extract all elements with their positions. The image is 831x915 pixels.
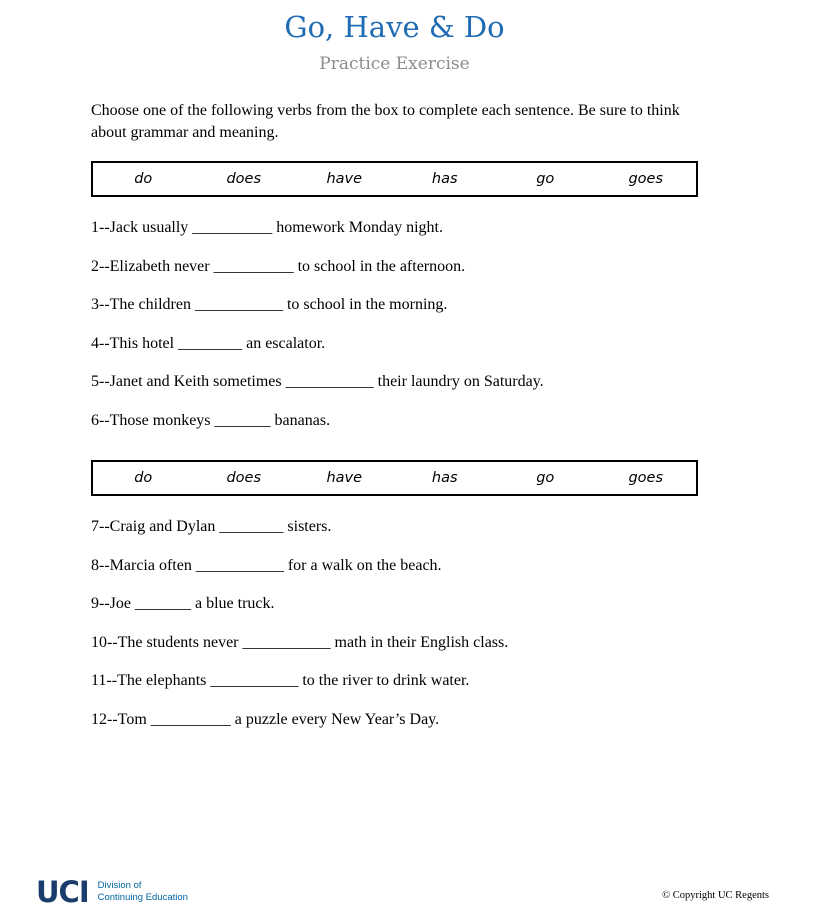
sentence-4: 4--This hotel ________ an escalator. (91, 334, 326, 352)
sentence-2: 2--Elizabeth never __________ to school in the afternoon. (91, 257, 466, 275)
verb-box-1 (91, 161, 698, 197)
sentence-8: 8--Marcia often ___________ for a walk on the beach. (91, 556, 442, 574)
sentence-9: 9--Joe _______ a blue truck. (91, 595, 275, 613)
sentence-11: 11--The elephants ___________ to the river to drink water. (91, 672, 470, 690)
verb-option: have (326, 470, 363, 487)
verb-option: go (536, 470, 555, 487)
verb-option: has (431, 171, 458, 188)
sentence-6: 6--Those monkeys _______ bananas. (91, 411, 331, 429)
instructions-text: Choose one of the following verbs from the box to complete each sentence. Be sure to think about grammar and meaning. (91, 102, 680, 141)
sentence-1: 1--Jack usually __________ homework Monday night. (91, 219, 443, 237)
division-label (98, 880, 188, 906)
verb-option: have (326, 171, 363, 188)
division-line-2: Continuing Education (97, 891, 188, 903)
verb-option: go (536, 171, 555, 188)
sentence-12: 12--Tom __________ a puzzle every New Year’s Day. (91, 710, 440, 728)
exercise-part-2 (91, 518, 698, 729)
verb-option: do (134, 171, 153, 188)
sentence-5: 5--Janet and Keith sometimes ___________ their laundry on Saturday. (91, 373, 544, 391)
verb-option: goes (628, 171, 664, 188)
page-subtitle: Practice Exercise (319, 54, 470, 74)
verb-option: does (226, 171, 262, 188)
uci-logo-letters: UCI (36, 875, 89, 909)
verb-option: do (134, 470, 153, 487)
copyright-text: © Copyright UC Regents (662, 890, 769, 901)
verb-box-2 (91, 460, 698, 496)
division-line-1: Division of (97, 879, 142, 891)
exercise-part-1 (91, 219, 698, 430)
verb-option: does (226, 470, 262, 487)
verb-option: goes (628, 470, 664, 487)
uci-logo (36, 875, 188, 909)
sentence-7: 7--Craig and Dylan ________ sisters. (91, 518, 332, 536)
sentence-3: 3--The children ___________ to school in the morning. (91, 296, 448, 314)
sentence-10: 10--The students never ___________ math in their English class. (91, 633, 509, 651)
page-title: Go, Have & Do (284, 10, 505, 44)
verb-option: has (431, 470, 458, 487)
page-footer (36, 875, 769, 909)
